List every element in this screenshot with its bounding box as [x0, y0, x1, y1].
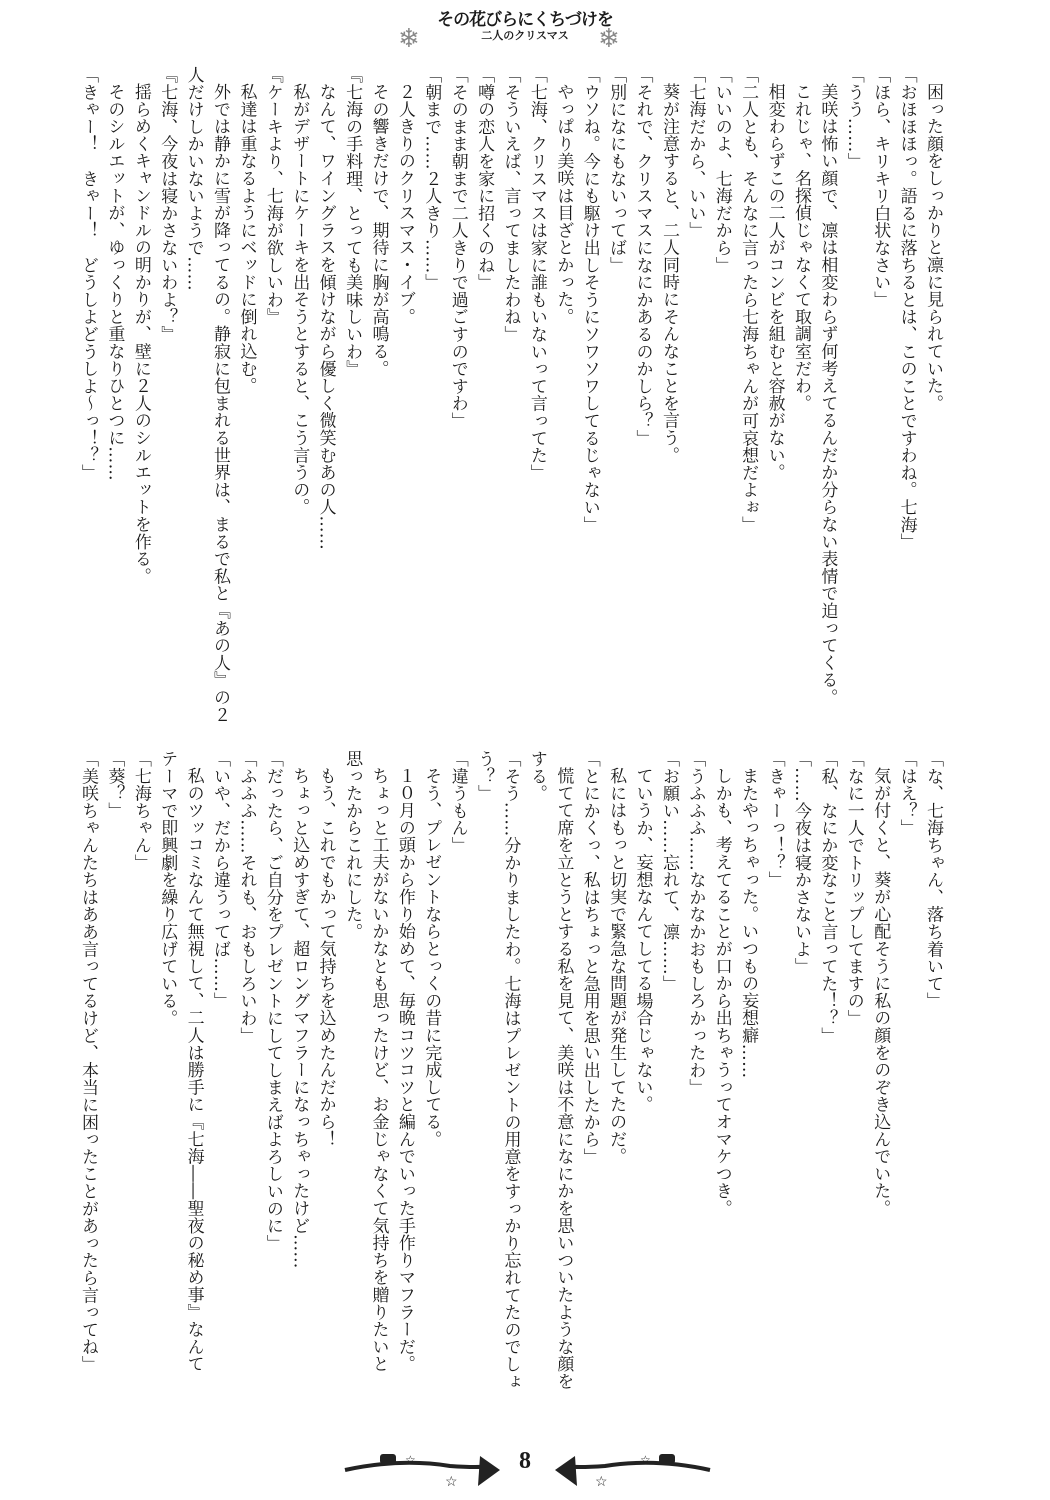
text-line: 「そう……分かりましたわ。七海はプレゼントの用意をすっかり忘れてたのでしょ: [500, 750, 521, 1391]
page-footer: [0, 1440, 1050, 1490]
text-line: 「なに一人でトリップしてますの」: [843, 750, 864, 1027]
text-line: 「私、なにか変なこと言ってた！？」: [817, 750, 838, 1045]
text-line: 「噂の恋人を家に招くのね」: [474, 66, 495, 291]
text-line: 思ったからこれにした。: [342, 750, 363, 941]
text-line: やっぱり美咲は目ざとかった。: [553, 83, 574, 326]
text-line: なんて、ワイングラスを傾けながら優しく微笑むあの人……: [315, 83, 336, 551]
text-line: 「うう……」: [843, 66, 864, 170]
text-line: 「七海だから、いい」: [685, 66, 706, 239]
text-line: 葵が注意すると、二人同時にそんなことを言う。: [658, 83, 679, 464]
text-line: テーマで即興劇を繰り広げている。: [157, 750, 178, 1027]
text-line: 外では静かに雪が降ってるの。静寂に包まれる世界は、まるで私と『あの人』の２: [210, 83, 231, 724]
svg-text:☆: ☆: [445, 1474, 458, 1488]
text-line: しかも、考えてることが口から出ちゃうってオマケつき。: [711, 767, 732, 1217]
running-header: [0, 10, 1050, 54]
text-line: １０月の頭から作り始めて、毎晩コツコツと編んでいった手作りマフラーだ。: [394, 767, 415, 1373]
text-line: その響きだけで、期待に胸が高鳴る。: [368, 83, 389, 378]
text-line: 『ケーキより、七海が欲しいわ』: [262, 66, 283, 326]
snowflake-ornament-icon: ❄: [598, 24, 620, 54]
text-line: またやっちゃった。いつもの妄想癖……: [738, 767, 759, 1079]
page-number: 8: [519, 1448, 531, 1474]
text-line: 「いいのよ、七海だから」: [711, 66, 732, 274]
text-line: 「きゃーっ！？」: [764, 750, 785, 889]
text-line: 「……今夜は寝かさないよ」: [790, 750, 811, 975]
text-line: そう、プレゼントならとっくの昔に完成してる。: [421, 767, 442, 1148]
text-line: 「きゃー！ きゃー！ どうしよどうしよ～っ！？」: [78, 66, 98, 482]
text-line: ちょっと工夫がないかなとも思ったけど、お金じゃなくて気持ちを贈りたいと: [368, 767, 389, 1373]
text-line: 「おほほほっ。語るに落ちるとは、このことですわね。七海」: [896, 66, 917, 551]
text-line: う？」: [474, 750, 495, 802]
text-line: 『七海、今夜は寝かさないわよ？』: [157, 66, 178, 343]
text-line: 「葵？」: [104, 750, 125, 820]
text-line: 「お願い……忘れて、凛……」: [658, 750, 679, 993]
text-line: 「ウソね。今にも駆け出しそうにソワソワしてるじゃない」: [579, 66, 600, 534]
text-line: 「ふふふ……それも、おもしろいわ」: [236, 750, 257, 1045]
chapter-subtitle: 二人のクリスマス: [481, 29, 569, 42]
text-line: 「そのまま朝まで二人きりで過ごすのですわ」: [447, 66, 468, 430]
text-line: 「ほら、キリキリ白状なさい」: [870, 66, 891, 309]
text-line: ていうか、妄想なんてしてる場合じゃない。: [632, 767, 653, 1113]
text-block-upper: [75, 66, 946, 724]
snowflake-ornament-icon: ❄: [398, 24, 420, 54]
text-line: 「別になにもないってば」: [606, 66, 627, 274]
text-line: 「とにかくっ、私はちょっと急用を思い出したから」: [579, 750, 600, 1166]
text-line: 「そういえば、言ってましたわね」: [500, 66, 521, 343]
text-line: 「はえ？」: [896, 750, 917, 837]
text-line: 困った顔をしっかりと凛に見られていた。: [923, 83, 943, 412]
ribbon-ornament-right-icon: [545, 1448, 715, 1488]
text-line: 美咲は怖い顔で、凛は相変わらず何考えてるんだか分らない表情で迫ってくる。: [817, 83, 838, 706]
text-line: ２人きりのクリスマス・イブ。: [394, 83, 415, 326]
text-line: 『七海の手料理、とっても美味しいわ』: [342, 66, 363, 378]
text-line: 「七海ちゃん」: [130, 750, 151, 872]
text-line: これじゃ、名探偵じゃなくて取調室だわ。: [790, 83, 811, 412]
book-title: その花びらにくちづけを: [437, 10, 613, 30]
svg-text:☆: ☆: [640, 1453, 651, 1467]
text-line: 揺らめくキャンドルの明かりが、壁に２人のシルエットを作る。: [130, 83, 151, 585]
text-line: 相変わらずこの二人がコンビを組むと容赦がない。: [764, 83, 785, 481]
text-line: 私にはもっと切実で緊急な問題が発生してたのだ。: [606, 767, 627, 1165]
text-line: ちょっと込めすぎて、超ロングマフラーになっちゃったけど……: [289, 767, 310, 1269]
text-line: 私のツッコミなんて無視して、二人は勝手に『七海――聖夜の秘め事』なんて: [183, 767, 204, 1373]
text-line: 「な、七海ちゃん、落ち着いて」: [923, 750, 943, 1010]
text-line: 「美咲ちゃんたちはああ言ってるけど、本当に困ったことがあったら言ってね」: [78, 750, 98, 1373]
text-line: もう、これでもかって気持ちを込めたんだから！: [315, 767, 336, 1148]
text-line: 「朝まで……２人きり……」: [421, 66, 442, 291]
text-line: 「二人とも、そんなに言ったら七海ちゃんが可哀想だよぉ」: [738, 66, 759, 534]
text-line: 気が付くと、葵が心配そうに私の顔をのぞき込んでいた。: [870, 767, 891, 1217]
text-line: 「だったら、ご自分をプレゼントにしてしまえばよろしいのに」: [262, 750, 283, 1252]
text-line: 慌てて席を立とうとする私を見て、美咲は不意になにかを思いついたような顔を: [553, 767, 574, 1390]
text-line: そのシルエットが、ゆっくりと重なりひとつに……: [104, 83, 125, 481]
text-line: 「いや、だから違うってば……」: [210, 750, 231, 1010]
text-line: 私達は重なるようにベッドに倒れ込む。: [236, 83, 257, 395]
text-line: 「違うもん」: [447, 750, 468, 854]
text-line: 私がデザートにケーキを出そうとすると、こう言うの。: [289, 83, 310, 516]
text-line: 人だけしかいないようで……: [183, 66, 204, 291]
svg-text:☆: ☆: [595, 1474, 608, 1488]
svg-text:☆: ☆: [405, 1453, 416, 1467]
text-line: 「それで、クリスマスになにかあるのかしら？」: [632, 66, 653, 447]
text-line: する。: [526, 750, 547, 802]
text-block-lower: [75, 750, 946, 1390]
text-line: 「うふふふ……なかなかおもしろかったわ」: [685, 750, 706, 1096]
text-line: 「七海、クリスマスは家に誰もいないって言ってた」: [526, 66, 547, 482]
